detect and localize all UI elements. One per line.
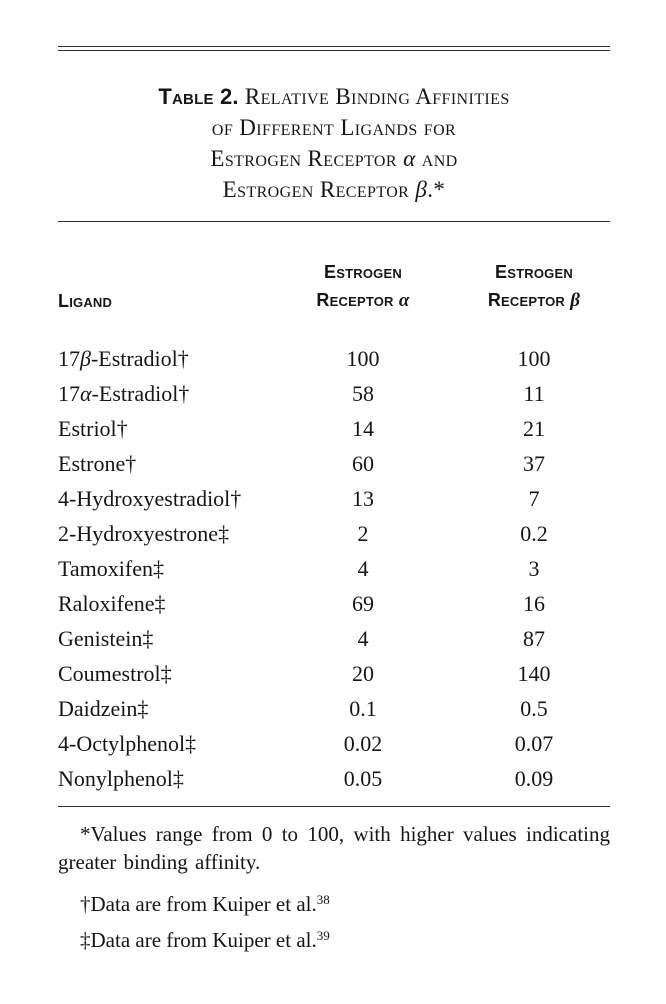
er-alpha-value: 100 [346,345,380,371]
er-alpha-value: 2 [357,520,369,546]
reference-superscript: 39 [316,928,330,943]
footnotes [58,820,610,954]
column-header-ligand: Ligand [58,291,113,311]
alpha-symbol: α [398,290,410,311]
table-number-label: Table 2. [158,84,239,109]
er-alpha-value: 20 [352,660,374,686]
er-alpha-value: 0.05 [343,765,383,791]
ligand-cell: 4-Octylphenol‡ [58,730,197,756]
ligand-cell: Genistein‡ [58,625,154,651]
table-row [58,656,610,691]
ligand-cell: Raloxifene‡ [58,590,166,616]
table-row [58,341,610,376]
table-title-line-2: of Different Ligands for [211,115,457,140]
table-title [58,81,610,205]
table-body [58,341,610,796]
beta-symbol: β [570,290,581,311]
table-row [58,516,610,551]
table-2-block [58,46,610,954]
er-beta-value: 0.09 [514,765,554,791]
table-row [58,411,610,446]
table-row [58,551,610,586]
er-beta-value: 21 [523,415,545,441]
table-row [58,481,610,516]
table-title-line-3: Estrogen Receptor α and [210,146,458,171]
ligand-cell: 2-Hydroxyestrone‡ [58,520,230,546]
footnote-double-dagger: ‡Data are from Kuiper et al.$^{39}$ [80,928,330,952]
table-row [58,726,610,761]
er-alpha-value: 60 [352,450,374,476]
column-header-row [58,258,610,315]
table-title-line-4: Estrogen Receptor β.* [222,177,446,202]
alpha-symbol: α [403,146,416,171]
column-header-er-beta: Estrogen Receptor β [487,262,581,311]
table-title-line-1: Table 2. Relative Binding Affinities [158,84,510,109]
table-row [58,446,610,481]
table-row [58,691,610,726]
er-beta-value: 100 [517,345,551,371]
er-beta-value: 87 [523,625,545,651]
er-alpha-value: 69 [352,590,374,616]
ligand-cell: Estrone† [58,450,137,476]
table-row [58,761,610,796]
ligand-cell: 17β-Estradiol† [58,345,189,371]
er-alpha-value: 13 [352,485,374,511]
ligand-cell: Coumestrol‡ [58,660,172,686]
er-alpha-value: 4 [357,555,369,581]
er-beta-value: 16 [523,590,545,616]
er-beta-value: 0.5 [520,695,548,721]
er-beta-value: 3 [528,555,540,581]
table-row [58,621,610,656]
ligand-cell: Daidzein‡ [58,695,149,721]
er-beta-value: 140 [517,660,551,686]
ligand-cell: Nonylphenol‡ [58,765,184,791]
er-beta-value: 0.07 [514,730,554,756]
footnote-dagger: †Data are from Kuiper et al.$^{38}$ [80,892,330,916]
er-alpha-value: 14 [352,415,374,441]
beta-symbol: β [415,177,428,202]
table-row [58,586,610,621]
er-beta-value: 7 [528,485,540,511]
er-beta-value: 11 [523,380,545,406]
table-row [58,376,610,411]
er-alpha-value: 4 [357,625,369,651]
ligand-cell: Estriol† [58,415,128,441]
er-alpha-value: 58 [352,380,374,406]
er-alpha-value: 0.1 [349,695,377,721]
title-bottom-rule [58,221,610,222]
footnote-asterisk: *Values range from 0 to 100, with higher values indicating greater binding affinity. [58,822,610,874]
er-beta-value: 37 [523,450,545,476]
table-bottom-rule [58,806,610,807]
reference-superscript: 38 [316,892,330,907]
ligand-cell: 4-Hydroxyestradiol† [58,485,242,511]
top-double-rule [58,46,610,51]
er-beta-value: 0.2 [520,520,548,546]
ligand-cell: Tamoxifen‡ [58,555,164,581]
ligand-cell: 17α-Estradiol† [58,380,190,406]
column-header-er-alpha: Estrogen Receptor α [316,262,410,311]
er-alpha-value: 0.02 [343,730,383,756]
